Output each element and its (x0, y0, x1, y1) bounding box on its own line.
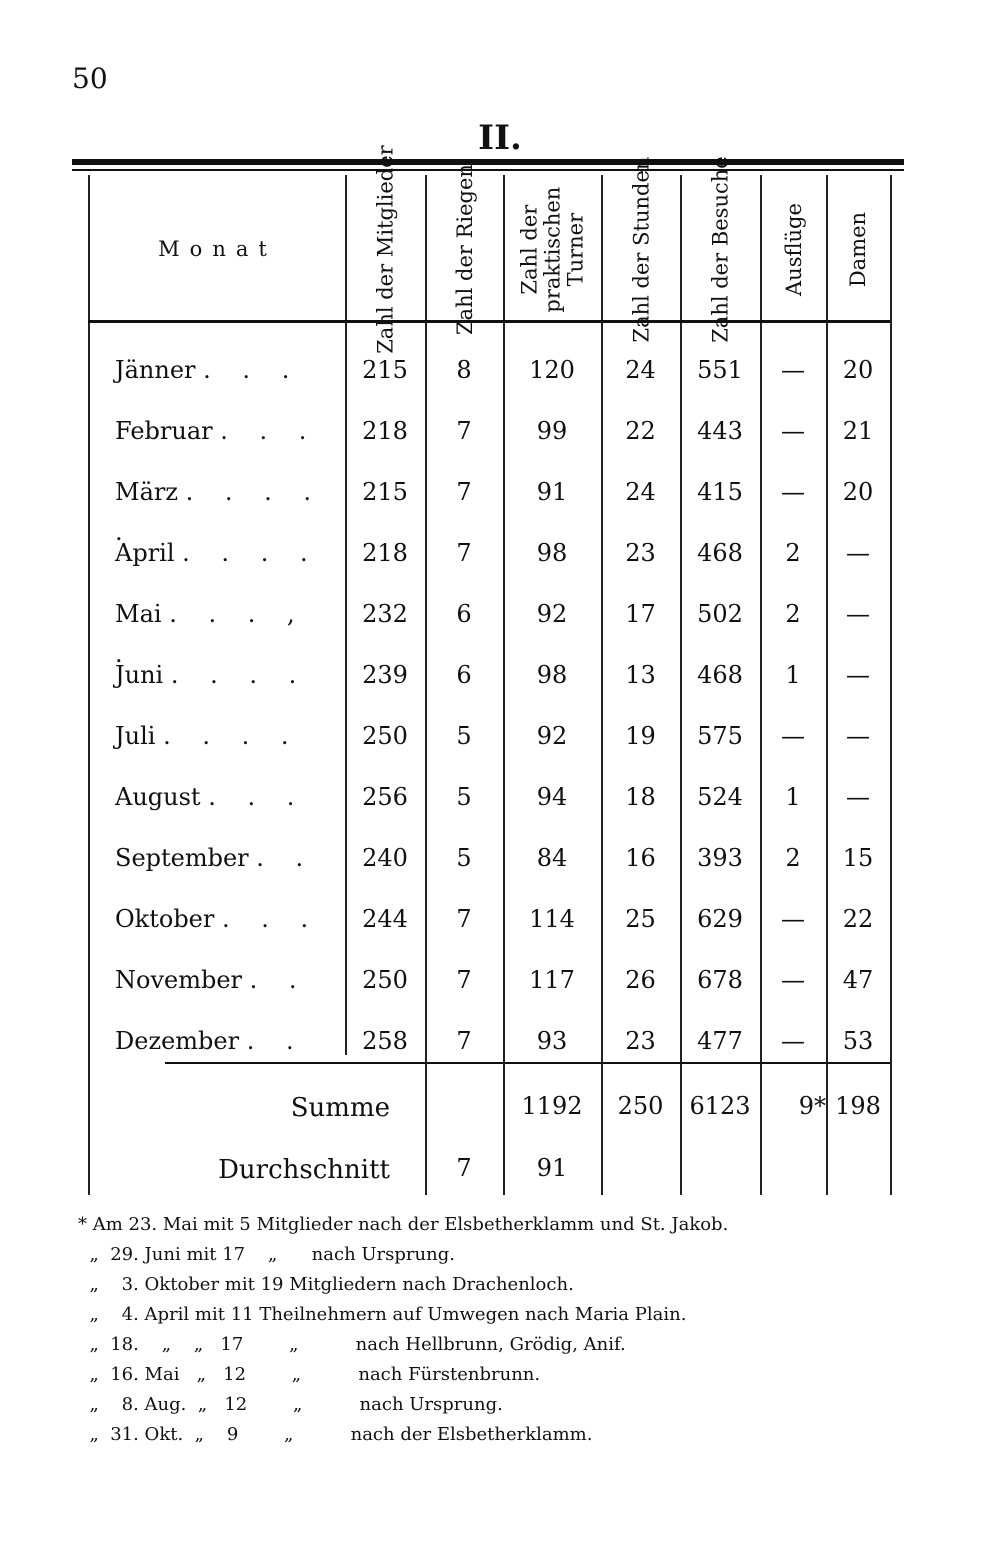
month-cell (115, 838, 345, 878)
month-name: Jänner (115, 356, 196, 384)
visits-cell: 468 (697, 661, 743, 689)
visits-cell: 393 (697, 844, 743, 872)
month-name: Mai (115, 600, 162, 628)
hours-cell: 26 (625, 966, 656, 994)
sum-practical: 1192 (521, 1092, 583, 1120)
excursions-cell: 2 (785, 844, 801, 872)
section-title: II. (478, 118, 522, 158)
leader-dots: . . . (220, 417, 319, 445)
squads-cell: 7 (456, 966, 472, 994)
sum-ladies: 198 (835, 1092, 881, 1120)
squads-cell: 6 (456, 600, 472, 628)
hours-cell: 23 (625, 539, 656, 567)
excursions-cell: — (781, 417, 805, 445)
leader-dots: . . . , . (115, 600, 307, 668)
squads-cell: 7 (456, 478, 472, 506)
excursions-cell: — (781, 966, 805, 994)
practical-cell: 92 (536, 600, 568, 628)
members-cell: 258 (362, 1027, 408, 1055)
footnote-line: „ 16. Mai „ 12 „ nach Fürstenbrunn. (78, 1364, 541, 1385)
top-rule-thick (72, 159, 904, 165)
excursions-cell: — (781, 722, 805, 750)
leader-dots: . . (256, 844, 316, 872)
month-name: August (115, 783, 201, 811)
footnote-line: „ 8. Aug. „ 12 „ nach Ursprung. (78, 1394, 503, 1415)
footnote-line: „ 18. „ „ 17 „ nach Hellbrunn, Grödig, Anif. (78, 1334, 626, 1355)
hours-cell: 24 (625, 356, 656, 384)
month-cell (115, 899, 345, 939)
squads-cell: 7 (456, 1027, 472, 1055)
sum-rule (165, 1062, 890, 1064)
header-rule (88, 320, 890, 323)
visits-cell: 629 (697, 905, 743, 933)
header-squads: Zahl der Riegen (452, 164, 477, 336)
practical-cell: 114 (529, 905, 575, 933)
ladies-cell: 22 (842, 905, 874, 933)
squads-cell: 7 (456, 417, 472, 445)
hours-cell: 18 (625, 783, 656, 811)
squads-cell: 7 (456, 539, 472, 567)
members-cell: 256 (362, 783, 408, 811)
members-cell: 239 (362, 661, 408, 689)
members-cell: 215 (362, 356, 408, 384)
footnote-line: „ 29. Juni mit 17 „ nach Ursprung. (78, 1244, 455, 1265)
ladies-cell: 47 (842, 966, 874, 994)
visits-cell: 443 (697, 417, 743, 445)
practical-cell: 92 (536, 722, 568, 750)
leader-dots: . . . (208, 783, 307, 811)
header-practical: Zahl der praktischen Turner (517, 187, 588, 313)
hours-cell: 22 (625, 417, 656, 445)
members-cell: 218 (362, 417, 408, 445)
practical-cell: 117 (529, 966, 575, 994)
leader-dots: . . . . (163, 722, 301, 750)
month-name: Juli (115, 722, 156, 750)
hours-cell: 25 (625, 905, 656, 933)
visits-cell: 551 (697, 356, 743, 384)
practical-cell: 99 (536, 417, 568, 445)
ladies-cell: 21 (842, 417, 874, 445)
squads-cell: 6 (456, 661, 472, 689)
month-name: April (115, 539, 175, 567)
ladies-cell: 20 (842, 478, 874, 506)
practical-cell: 98 (536, 661, 568, 689)
excursions-cell: 2 (785, 539, 801, 567)
header-ladies: Damen (846, 212, 871, 288)
visits-cell: 524 (697, 783, 743, 811)
practical-cell: 93 (536, 1027, 568, 1055)
month-name: März (115, 478, 178, 506)
practical-cell: 91 (536, 478, 568, 506)
ladies-cell: 15 (842, 844, 874, 872)
page-number: 50 (72, 62, 108, 95)
header-members: Zahl der Mitglieder (373, 145, 398, 355)
members-cell: 218 (362, 539, 408, 567)
hours-cell: 17 (625, 600, 656, 628)
ladies-cell: — (846, 783, 870, 811)
leader-dots: . . . . . (115, 478, 324, 546)
hours-cell: 16 (625, 844, 656, 872)
header-visits: Zahl der Besuche (708, 156, 733, 344)
squads-cell: 5 (456, 783, 472, 811)
excursions-cell: — (781, 478, 805, 506)
hours-cell: 23 (625, 1027, 656, 1055)
average-squads: 7 (456, 1154, 472, 1182)
ladies-cell: — (846, 600, 870, 628)
visits-cell: 502 (697, 600, 743, 628)
sum-label: Summe (290, 1093, 390, 1123)
month-cell (115, 350, 345, 390)
excursions-cell: — (781, 905, 805, 933)
sum-visits: 6123 (689, 1092, 751, 1120)
month-name: Juni (115, 661, 164, 689)
visits-cell: 575 (697, 722, 743, 750)
ladies-cell: 53 (842, 1027, 874, 1055)
practical-cell: 94 (536, 783, 568, 811)
excursions-cell: 1 (785, 661, 801, 689)
month-name: Oktober (115, 905, 215, 933)
month-cell (115, 655, 345, 695)
excursions-cell: 1 (785, 783, 801, 811)
leader-dots: . . . . (182, 539, 320, 567)
sum-hours: 250 (617, 1092, 664, 1120)
leader-dots: . . (246, 1027, 306, 1055)
month-cell (115, 411, 345, 451)
month-cell (115, 1021, 345, 1061)
excursions-cell: 2 (785, 600, 801, 628)
visits-cell: 477 (697, 1027, 743, 1055)
members-cell: 244 (362, 905, 408, 933)
squads-cell: 5 (456, 722, 472, 750)
month-cell (115, 716, 345, 756)
month-cell (115, 533, 345, 573)
members-cell: 232 (362, 600, 408, 628)
hours-cell: 19 (625, 722, 656, 750)
sum-excursions: 9* (798, 1092, 826, 1120)
header-hours: Zahl der Stunden (628, 157, 653, 343)
visits-cell: 468 (697, 539, 743, 567)
visits-cell: 678 (697, 966, 743, 994)
ladies-cell: — (846, 661, 870, 689)
practical-cell: 98 (536, 539, 568, 567)
ladies-cell: 20 (842, 356, 874, 384)
footnote-line: * Am 23. Mai mit 5 Mitglieder nach der Elsbetherklamm und St. Jakob. (78, 1214, 729, 1235)
col-line (890, 175, 892, 1195)
top-rule-thin (72, 169, 904, 171)
header-excursions: Ausflüge (781, 203, 806, 297)
leader-dots: . . (249, 966, 309, 994)
excursions-cell: — (781, 1027, 805, 1055)
month-name: Februar (115, 417, 213, 445)
squads-cell: 5 (456, 844, 472, 872)
visits-cell: 415 (697, 478, 743, 506)
col-line (88, 175, 90, 1195)
month-name: Dezember (115, 1027, 240, 1055)
practical-cell: 120 (529, 356, 575, 384)
month-name: September (115, 844, 249, 872)
month-cell (115, 594, 345, 668)
average-practical: 91 (536, 1154, 568, 1182)
leader-dots: . . . . (170, 661, 309, 689)
month-cell (115, 960, 345, 1000)
practical-cell: 84 (536, 844, 568, 872)
month-cell (115, 472, 345, 546)
members-cell: 250 (362, 966, 408, 994)
leader-dots: . . . (222, 905, 321, 933)
ladies-cell: — (846, 722, 870, 750)
hours-cell: 24 (625, 478, 656, 506)
footnote-line: „ 3. Oktober mit 19 Mitgliedern nach Drachenloch. (78, 1274, 574, 1295)
ladies-cell: — (846, 539, 870, 567)
members-cell: 250 (362, 722, 408, 750)
footnote-line: „ 31. Okt. „ 9 „ nach der Elsbetherklamm. (78, 1424, 593, 1445)
members-cell: 240 (362, 844, 408, 872)
footnote-line: „ 4. April mit 11 Theilnehmern auf Umwegen nach Maria Plain. (78, 1304, 687, 1325)
month-name: November (115, 966, 243, 994)
squads-cell: 8 (456, 356, 472, 384)
hours-cell: 13 (625, 661, 656, 689)
excursions-cell: — (781, 356, 805, 384)
month-cell (115, 777, 345, 817)
members-cell: 215 (362, 478, 408, 506)
squads-cell: 7 (456, 905, 472, 933)
header-month: Monat (158, 237, 277, 262)
average-label: Durchschnitt (218, 1155, 390, 1185)
leader-dots: . . . (203, 356, 302, 384)
